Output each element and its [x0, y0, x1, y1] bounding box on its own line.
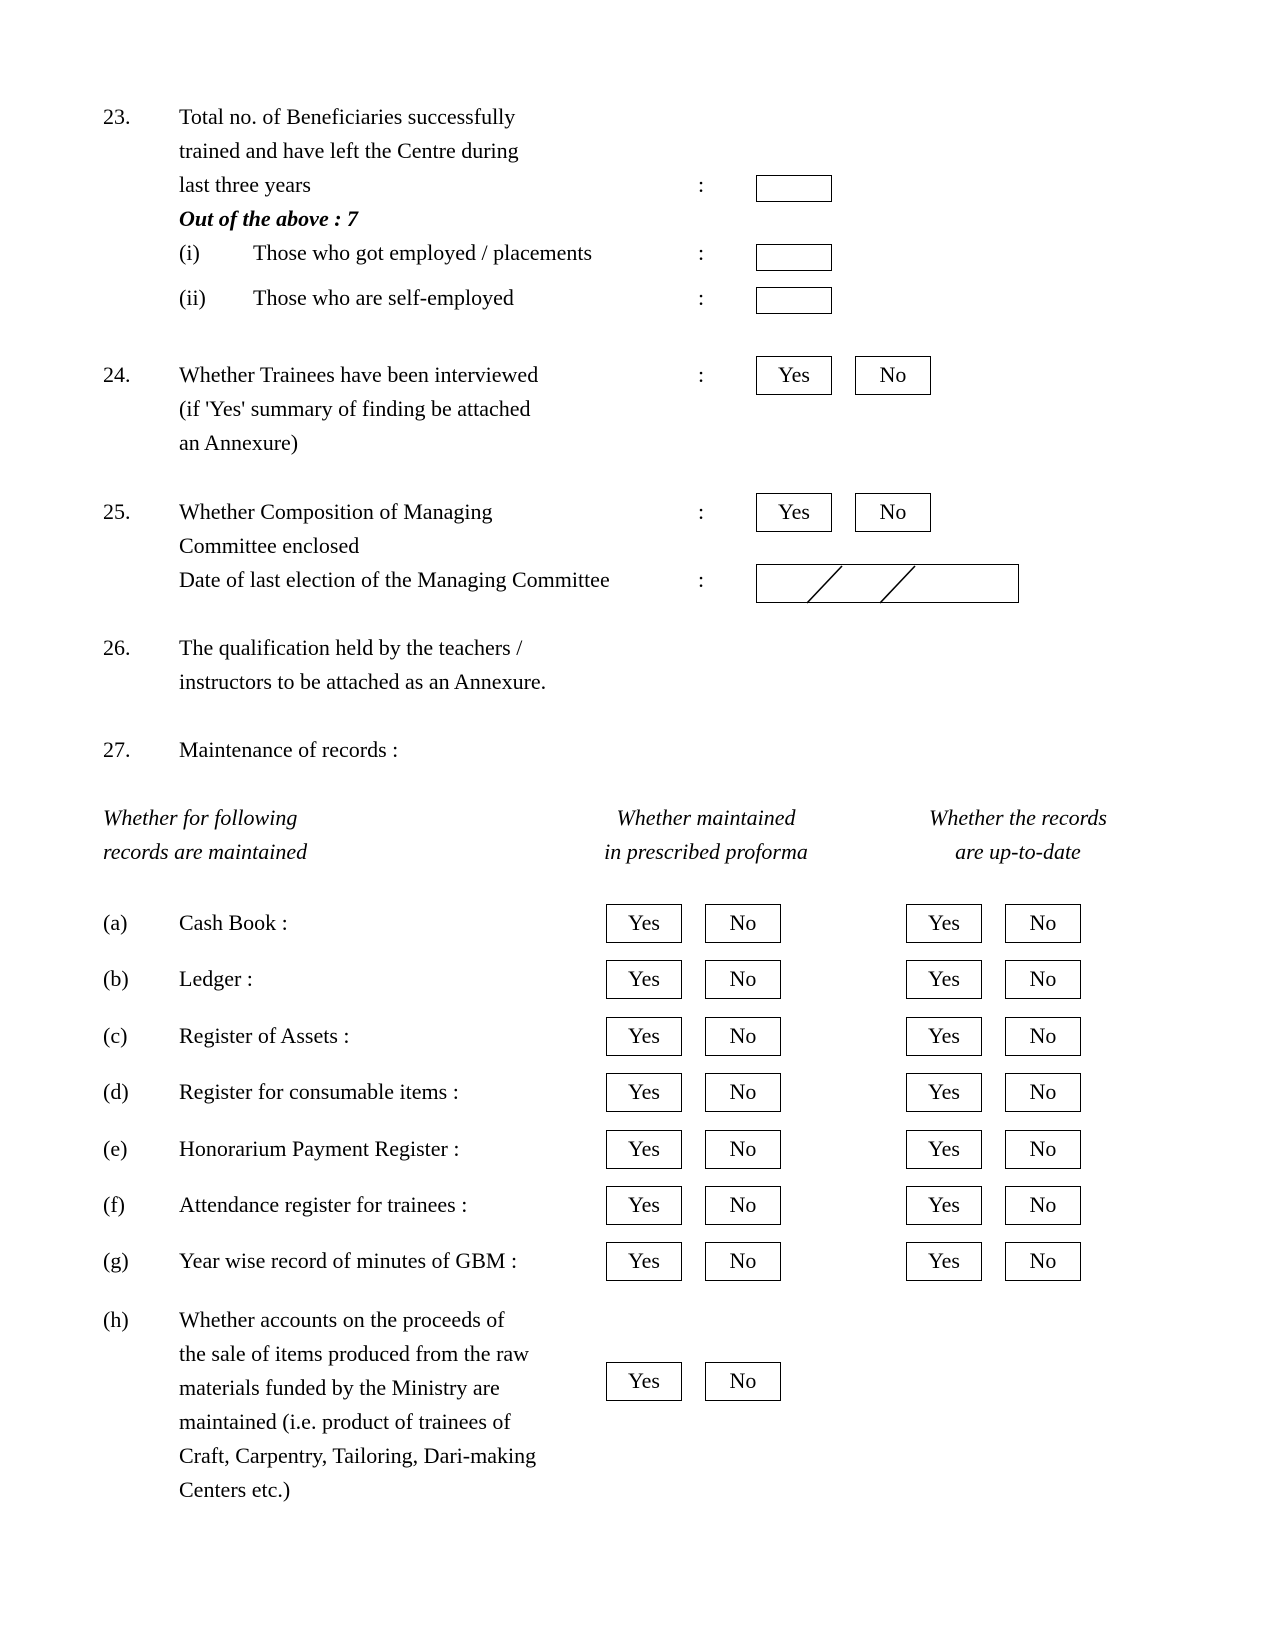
proforma-no-box[interactable]: No	[705, 904, 781, 943]
row-h-yes-box[interactable]: Yes	[606, 1362, 682, 1401]
proforma-no-box[interactable]: No	[705, 960, 781, 999]
proforma-no-box[interactable]: No	[705, 1017, 781, 1056]
record-row-label: Ledger :	[179, 966, 253, 991]
proforma-yes-box[interactable]: Yes	[606, 960, 682, 999]
q23-number: 23.	[103, 104, 131, 129]
record-row-label: Register for consumable items :	[179, 1079, 459, 1104]
row-h-line-1: Whether accounts on the proceeds of	[179, 1307, 505, 1332]
uptodate-no-box[interactable]: No	[1005, 1186, 1081, 1225]
col-header-records-line-1: Whether for following	[103, 805, 298, 830]
uptodate-no-box[interactable]: No	[1005, 904, 1081, 943]
proforma-yes-box[interactable]: Yes	[606, 1242, 682, 1281]
record-row-letter: (c)	[103, 1023, 128, 1048]
uptodate-no-box[interactable]: No	[1005, 1242, 1081, 1281]
row-h-line-5: Craft, Carpentry, Tailoring, Dari-making	[179, 1443, 537, 1468]
record-row-label: Cash Book :	[179, 910, 288, 935]
uptodate-yes-box[interactable]: Yes	[906, 1073, 982, 1112]
q24-text-line-3: an Annexure)	[179, 430, 299, 455]
uptodate-yes-box[interactable]: Yes	[906, 1242, 982, 1281]
proforma-yes-box[interactable]: Yes	[606, 1186, 682, 1225]
election-date-field[interactable]	[756, 564, 1019, 603]
col-header-uptodate-line-2: are up-to-date	[955, 839, 1081, 864]
q25-colon: :	[698, 499, 705, 524]
record-row-label: Register of Assets :	[179, 1023, 350, 1048]
q25-text-line-2: Committee enclosed	[179, 533, 360, 558]
col-header-uptodate-line-1: Whether the records	[929, 805, 1107, 830]
q23-ii-label: Those who are self-employed	[253, 285, 514, 310]
uptodate-no-box[interactable]: No	[1005, 1073, 1081, 1112]
record-row-letter: (f)	[103, 1192, 125, 1217]
col-header-proforma-line-2: in prescribed proforma	[604, 839, 808, 864]
proforma-yes-box[interactable]: Yes	[606, 1130, 682, 1169]
q25-date-colon: :	[698, 567, 705, 592]
record-row-letter: (d)	[103, 1079, 129, 1104]
q27-title: Maintenance of records :	[179, 737, 399, 762]
q24-no-box[interactable]: No	[855, 356, 931, 395]
proforma-no-box[interactable]: No	[705, 1073, 781, 1112]
q27-number: 27.	[103, 737, 131, 762]
record-row-letter: (e)	[103, 1136, 128, 1161]
q25-date-label: Date of last election of the Managing Committee	[179, 567, 610, 592]
q23-i-colon: :	[698, 240, 705, 265]
q23-i-roman: (i)	[179, 240, 200, 265]
q26-number: 26.	[103, 635, 131, 660]
q24-text-line-2: (if 'Yes' summary of finding be attached	[179, 396, 531, 421]
proforma-yes-box[interactable]: Yes	[606, 1017, 682, 1056]
date-separators-icon	[757, 565, 1020, 604]
proforma-no-box[interactable]: No	[705, 1186, 781, 1225]
uptodate-yes-box[interactable]: Yes	[906, 1017, 982, 1056]
uptodate-yes-box[interactable]: Yes	[906, 904, 982, 943]
uptodate-no-box[interactable]: No	[1005, 1130, 1081, 1169]
uptodate-yes-box[interactable]: Yes	[906, 1130, 982, 1169]
q24-text-line-1: Whether Trainees have been interviewed	[179, 362, 539, 387]
q25-number: 25.	[103, 499, 131, 524]
q23-total-input[interactable]	[756, 175, 832, 202]
record-row-letter: (g)	[103, 1248, 129, 1273]
q23-text-line-1: Total no. of Beneficiaries successfully	[179, 104, 516, 129]
q23-sub-heading: Out of the above : 7	[179, 206, 359, 231]
record-row-label: Attendance register for trainees :	[179, 1192, 468, 1217]
uptodate-yes-box[interactable]: Yes	[906, 960, 982, 999]
q25-no-box[interactable]: No	[855, 493, 931, 532]
q26-text-line-2: instructors to be attached as an Annexure.	[179, 669, 547, 694]
q23-i-label: Those who got employed / placements	[253, 240, 593, 265]
record-row-label: Year wise record of minutes of GBM :	[179, 1248, 518, 1273]
q24-colon: :	[698, 362, 705, 387]
q26-text-line-1: The qualification held by the teachers /	[179, 635, 523, 660]
row-h-line-4: maintained (i.e. product of trainees of	[179, 1409, 511, 1434]
uptodate-no-box[interactable]: No	[1005, 1017, 1081, 1056]
q23-text-line-2: trained and have left the Centre during	[179, 138, 519, 163]
row-h-line-2: the sale of items produced from the raw	[179, 1341, 530, 1366]
record-row-label: Honorarium Payment Register :	[179, 1136, 460, 1161]
proforma-no-box[interactable]: No	[705, 1242, 781, 1281]
q23-self-employed-input[interactable]	[756, 287, 832, 314]
uptodate-no-box[interactable]: No	[1005, 960, 1081, 999]
q23-ii-colon: :	[698, 285, 705, 310]
record-row-letter: (b)	[103, 966, 129, 991]
q23-colon: :	[698, 172, 705, 197]
q23-ii-roman: (ii)	[179, 285, 206, 310]
q23-text-line-3: last three years	[179, 172, 311, 197]
q25-yes-box[interactable]: Yes	[756, 493, 832, 532]
proforma-yes-box[interactable]: Yes	[606, 1073, 682, 1112]
row-h-letter: (h)	[103, 1307, 129, 1332]
row-h-line-6: Centers etc.)	[179, 1477, 291, 1502]
col-header-records-line-2: records are maintained	[103, 839, 308, 864]
q23-employed-input[interactable]	[756, 244, 832, 271]
q24-number: 24.	[103, 362, 131, 387]
q24-yes-box[interactable]: Yes	[756, 356, 832, 395]
row-h-line-3: materials funded by the Ministry are	[179, 1375, 500, 1400]
col-header-proforma-line-1: Whether maintained	[616, 805, 796, 830]
proforma-yes-box[interactable]: Yes	[606, 904, 682, 943]
row-h-no-box[interactable]: No	[705, 1362, 781, 1401]
record-row-letter: (a)	[103, 910, 128, 935]
proforma-no-box[interactable]: No	[705, 1130, 781, 1169]
uptodate-yes-box[interactable]: Yes	[906, 1186, 982, 1225]
q25-text-line-1: Whether Composition of Managing	[179, 499, 493, 524]
